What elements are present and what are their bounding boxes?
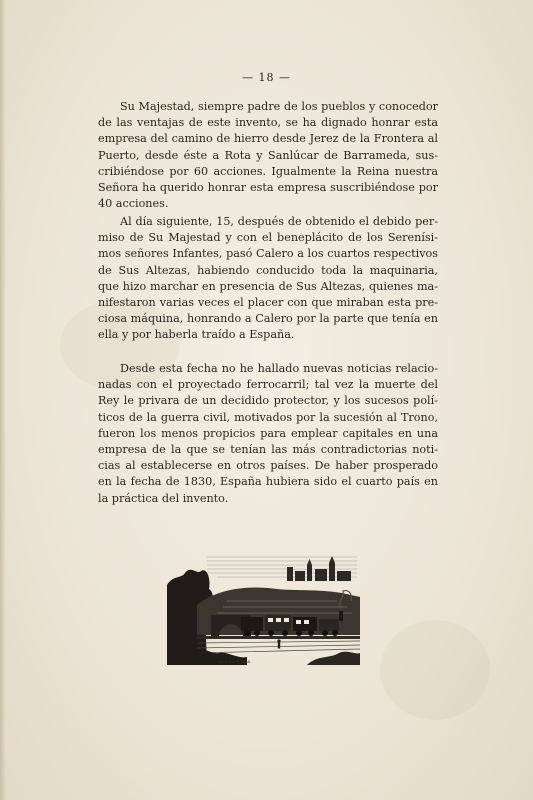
paper-stain [380,620,490,720]
paragraph-3 [98,361,438,507]
engraver-signature: A L E G. V. M. GRAB. [219,660,252,664]
paragraph-2 [98,214,438,344]
paragraph-text: Su Majestad, siempre padre de los pueblos y conocedor de las ventajas de este invento, se ha dignado honrar esta empresa del camino de hierro desde Jerez de la Frontera al Puerto, desde éste a Rota y Sanlúcar de Barrameda, suscribiéndose por 60 acciones. Igualmente la Reina nuestra Señora ha querido honrar esta empresa suscribiéndose por 40 acciones. [98,100,438,211]
page-edge-shadow [0,0,6,800]
paragraph-text: Desde esta fecha no he hallado nuevas noticias relacionadas con el proyectado ferrocarril; tal vez la muerte del Rey le privara de un decidido protector, y los sucesos políticos de la guerra civil, motivados por la sucesión al Trono, fueron los menos propicios para emplear capitales en una empresa de la que se tenían las más contradictorias noticias al establecerse en otros países. De haber prosperado en la fecha de 1830, España hubiera sido el cuarto país en la práctica del invento. [98,362,438,505]
steam-train-engraving-icon [167,545,360,665]
paragraph-text: Al día siguiente, 15, después de obtenido el debido permiso de Su Majestad y con el beneplácito de los Serenísimos señores Infantes, pasó Calero a los cuartos respectivos de Sus Altezas, habiendo conducido toda la maquinaria, que hizo marchar en presencia de Sus Altezas, quienes manifestaron varias veces el placer con que miraban esta preciosa máquina, honrando a Calero por la parte que tenía en ella y por haberla traído a España. [98,215,438,342]
paragraph-1 [98,99,438,212]
page-number: — 18 — [242,71,291,84]
